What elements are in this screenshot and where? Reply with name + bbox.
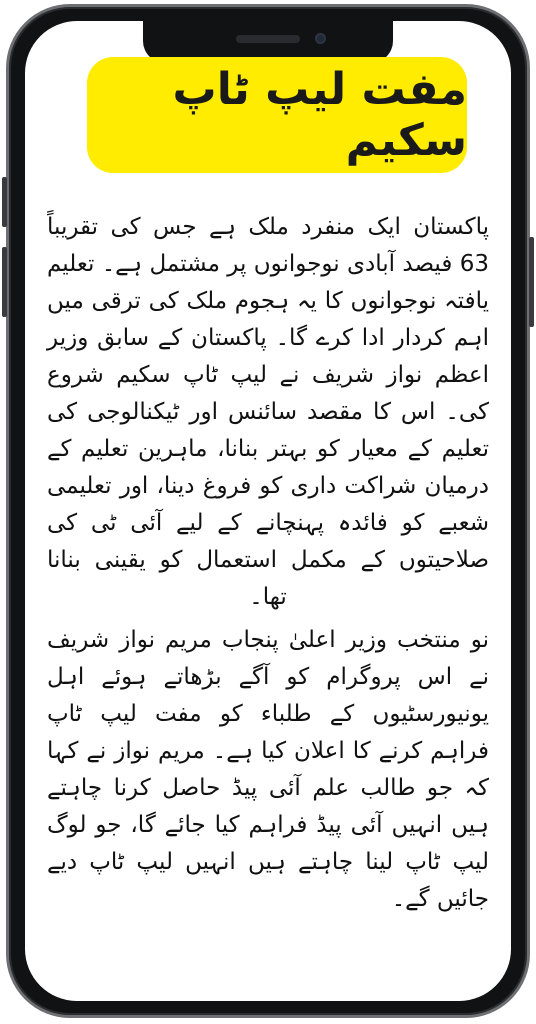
paragraph: پاکستان ایک منفرد ملک ہے جس کی تقریباً 63 فیصد آبادی نوجوانوں پر مشتمل ہے۔ تعلیم یافتہ نوجوانوں کا یہ ہجوم ملک کی ترقی میں اہم کردار ادا کرے گا۔ پاکستان کے سابق وزیر اعظم نواز شریف نے لیپ ٹاپ سکیم شروع کی۔ اس کا مقصد سائنس اور ٹیکنالوجی کی تعلیم کے معیار کو بہتر بنانا، ماہرین تعلیم کے درمیان شراکت داری کو فروغ دینا، اور تعلیمی شعبے کو فائدہ پہنچانے کے لیے آئی ٹی کی صلاحیتوں کے مکمل استعمال کو یقینی بنانا تھا۔ xyxy=(47,214,489,610)
paragraph: نو منتخب وزیر اعلیٰ پنجاب مریم نواز شریف نے اس پروگرام کو آگے بڑھاتے ہوئے اہل یونیورسٹیوں کے طلباء کو مفت لیپ ٹاپ فراہم کرنے کا اعلان کیا ہے۔ مریم نواز نے کہا کہ جو طالب علم آئی پیڈ حاصل کرنا چاہتے ہیں انہیں آئی پیڈ فراہم کیا جائے گا، جو لوگ لیپ ٹاپ لینا چاہتے ہیں انہیں لیپ ٹاپ دیے جائیں گے۔ xyxy=(47,627,489,912)
volume-button xyxy=(2,247,7,317)
title-banner xyxy=(87,57,467,173)
speaker-grille xyxy=(236,35,300,43)
power-button xyxy=(529,237,534,327)
camera-icon xyxy=(315,33,326,44)
phone-screen xyxy=(25,21,511,1001)
phone-frame xyxy=(6,4,530,1018)
page-title: مفت لیپ ٹاپ سکیم xyxy=(172,64,467,166)
mute-switch xyxy=(2,177,7,227)
article-body xyxy=(47,209,489,924)
